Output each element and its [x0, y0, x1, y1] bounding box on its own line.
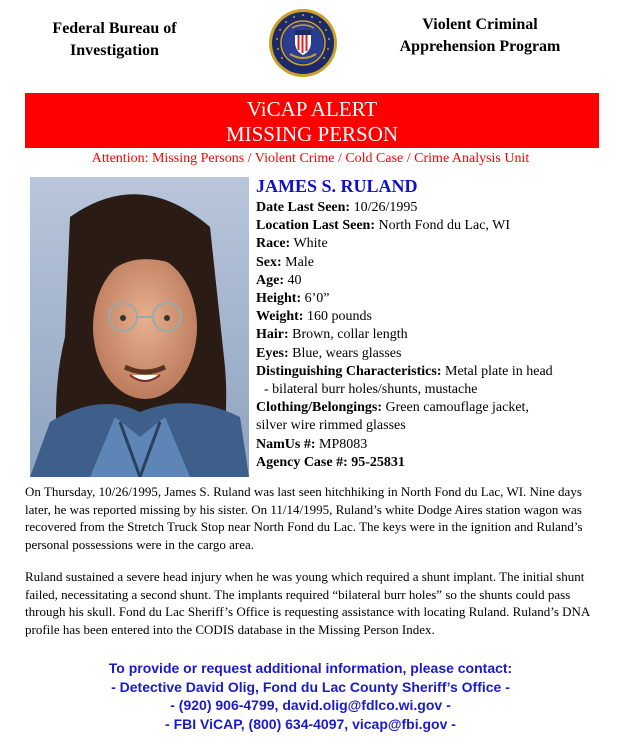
- location-value: North Fond du Lac, WI: [378, 218, 511, 234]
- hair-row: [256, 326, 606, 344]
- location-row: [256, 217, 606, 235]
- namus-label: NamUs #:: [256, 436, 316, 452]
- namus-value: MP8083: [319, 436, 368, 452]
- location-label: Location Last Seen:: [256, 218, 375, 234]
- contact-line-3: - (920) 906-4799, david.olig@fdlco.wi.gov -: [170, 697, 451, 713]
- eyes-value: Blue, wears glasses: [292, 345, 402, 361]
- weight-label: Weight:: [256, 309, 304, 325]
- header-right-line1: Violent Criminal: [422, 16, 538, 33]
- contact-line-4: - FBI ViCAP, (800) 634-4097, vicap@fbi.gov -: [165, 715, 456, 732]
- attention-line: Attention: Missing Persons / Violent Crime / Cold Case / Crime Analysis Unit: [91, 151, 530, 166]
- hair-value: Brown, collar length: [292, 327, 408, 343]
- weight-row: [256, 308, 606, 326]
- sex-row: [256, 254, 606, 272]
- missing-person-photo: [30, 177, 249, 477]
- contact-line-2: - Detective David Olig, Fond du Lac County Sheriff’s Office -: [111, 678, 510, 695]
- alert-banner: [25, 93, 599, 148]
- banner-line2: MISSING PERSON: [225, 122, 399, 146]
- clothing-value-1: Green camouflage jacket,: [385, 400, 529, 416]
- date-label: Date Last Seen:: [256, 200, 351, 215]
- vicap-header-right: [375, 14, 585, 58]
- clothing-row-cont: silver wire rimmed glasses: [256, 418, 406, 434]
- distinguishing-row: [256, 363, 606, 381]
- race-row: [256, 235, 606, 253]
- sex-label: Sex:: [256, 254, 282, 270]
- contact-line-1: To provide or request additional information, please contact:: [108, 660, 513, 676]
- narrative-paragraph-2: Ruland sustained a severe head injury when he was young which required a shunt implant. The initial shunt failed, necessitating a second shunt. The implants required “bilateral burr holes” so the shunts could pass through his skull. Fond du Lac Sheriff’s Office is requesting assistance with locating Ruland. Ruland’s DNA profile has been entered into the CODIS database in the Missing Person Index.: [25, 569, 590, 637]
- sex-value: Male: [285, 254, 314, 270]
- height-row: [256, 290, 606, 308]
- fbi-seal-icon: [268, 8, 338, 78]
- agency-value: 95-25831: [351, 454, 405, 470]
- header-left-line2: Investigation: [70, 42, 159, 59]
- narrative-paragraph-1: On Thursday, 10/26/1995, James S. Ruland was last seen hitchhiking in North Fond du Lac, WI. Nine days later, he was reported missing by his sister. On 11/14/1995, Ruland’s white Dodge Aires station wagon was recovered from the Stretch Truck Stop near North Fond du Lac. The keys were in the ignition and Ruland’s personal possessions were in the cargo area.: [25, 484, 583, 552]
- date-last-seen-row: [256, 199, 606, 217]
- height-value: 6’0”: [304, 291, 330, 307]
- header-right-line2: Apprehension Program: [399, 38, 561, 55]
- weight-value: 160 pounds: [306, 309, 372, 325]
- race-label: Race:: [256, 236, 291, 252]
- hair-label: Hair:: [256, 327, 289, 343]
- age-value: 40: [287, 272, 302, 288]
- fbi-header-left: [22, 18, 207, 62]
- banner-line1: ViCAP ALERT: [246, 97, 378, 121]
- eyes-label: Eyes:: [256, 345, 289, 361]
- age-row: [256, 272, 606, 290]
- age-label: Age:: [256, 272, 284, 288]
- distinguishing-row-cont: - bilateral burr holes/shunts, mustache: [264, 382, 478, 398]
- clothing-row: [256, 399, 606, 417]
- agency-label: Agency Case #:: [256, 454, 348, 470]
- distinguishing-value-1: Metal plate in head: [445, 363, 553, 379]
- race-value: White: [293, 236, 328, 252]
- eyes-row: [256, 345, 606, 363]
- agency-case-row: [256, 454, 606, 472]
- header-left-line1: Federal Bureau of: [52, 20, 177, 37]
- date-value: 10/26/1995: [353, 200, 418, 215]
- person-details: [256, 176, 606, 472]
- namus-row: [256, 436, 606, 454]
- height-label: Height:: [256, 291, 302, 307]
- distinguishing-label: Distinguishing Characteristics:: [256, 363, 442, 379]
- contact-block: [0, 659, 621, 733]
- clothing-label: Clothing/Belongings:: [256, 400, 383, 416]
- person-name: JAMES S. RULAND: [256, 176, 418, 196]
